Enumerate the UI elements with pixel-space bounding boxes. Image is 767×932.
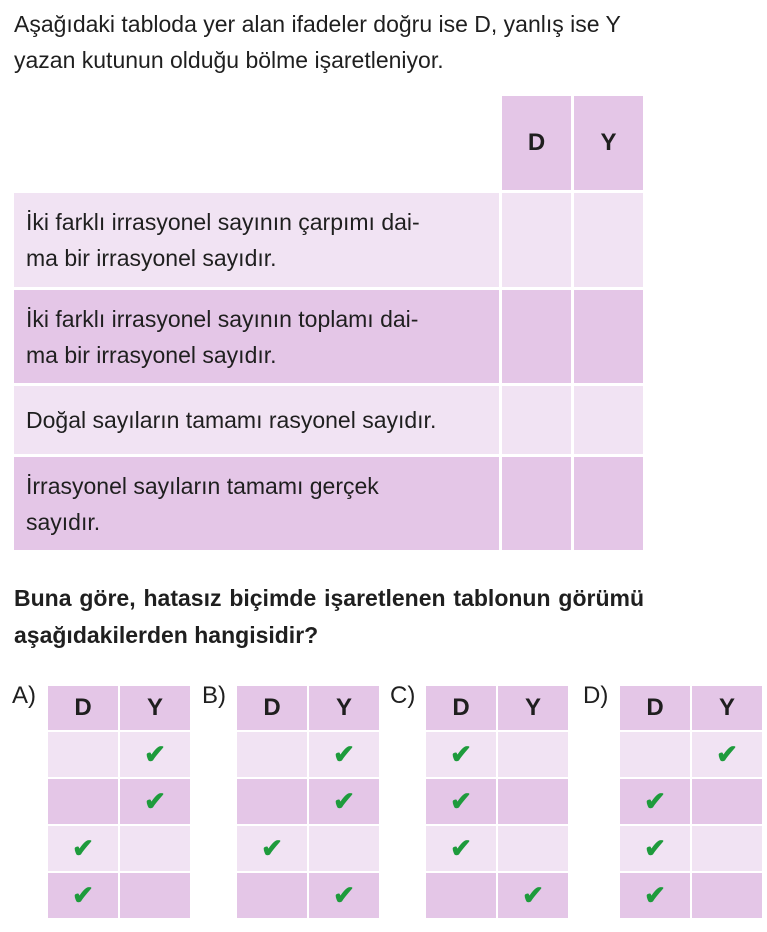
option-d-table[interactable]: [618, 684, 764, 920]
option-a-cell: [48, 779, 118, 824]
check-icon: ✔: [333, 739, 355, 769]
option-b-cell: [309, 732, 379, 777]
check-icon: ✔: [450, 833, 472, 863]
check-icon: ✔: [144, 739, 166, 769]
option-a-cell: [48, 732, 118, 777]
answer-cell-d[interactable]: [502, 193, 571, 287]
answer-cell-d[interactable]: [502, 386, 571, 454]
statement-1-line-2: ma bir irrasyonel sayıdır.: [26, 245, 277, 271]
option-d-header-d: D: [620, 686, 690, 730]
table-row: [14, 290, 643, 383]
table-row: [14, 386, 643, 454]
option-a-cell: [48, 873, 118, 918]
check-icon: ✔: [333, 880, 355, 910]
check-icon: ✔: [450, 739, 472, 769]
option-c-label[interactable]: C): [390, 682, 416, 709]
header-d: D: [502, 96, 571, 190]
table-row: [14, 193, 643, 287]
option-a-cell: [48, 826, 118, 871]
option-c-cell: [498, 732, 568, 777]
option-b-cell: [237, 779, 307, 824]
statement-table: [11, 93, 646, 553]
check-icon: ✔: [261, 833, 283, 863]
option-b-cell: [237, 873, 307, 918]
check-icon: ✔: [144, 786, 166, 816]
option-d-cell: [692, 873, 762, 918]
option-b-table[interactable]: [235, 684, 381, 920]
option-c-table[interactable]: [424, 684, 570, 920]
option-c-cell: [426, 873, 496, 918]
statement-2-line-2: ma bir irrasyonel sayıdır.: [26, 341, 277, 368]
option-a-table[interactable]: [46, 684, 192, 920]
option-a-label[interactable]: A): [12, 682, 36, 709]
option-a-cell: [120, 873, 190, 918]
check-icon: ✔: [72, 880, 94, 910]
option-b-cell: [237, 732, 307, 777]
table-header-row: [14, 96, 643, 190]
option-c-cell: [426, 826, 496, 871]
option-c-cell: [498, 779, 568, 824]
check-icon: ✔: [72, 833, 94, 863]
option-c-header-d: D: [426, 686, 496, 730]
option-d-cell: [620, 873, 690, 918]
check-icon: ✔: [716, 739, 738, 769]
option-c-header-y: Y: [498, 686, 568, 730]
check-icon: ✔: [644, 833, 666, 863]
option-a-cell: [120, 732, 190, 777]
answer-cell-d[interactable]: [502, 457, 571, 550]
statement-2: [14, 290, 499, 383]
option-b-cell: [309, 873, 379, 918]
option-d-cell: [692, 826, 762, 871]
option-b-cell: [309, 826, 379, 871]
option-d-cell: [692, 779, 762, 824]
question-text: Buna göre, hatasız biçimde işaretlenen tablonun görümü aşağıdakilerden hangisidir?: [14, 585, 644, 648]
option-c-cell: [498, 826, 568, 871]
check-icon: ✔: [644, 786, 666, 816]
statement-1-line-1: İki farklı irrasyonel sayının çarpımı dai-: [26, 209, 420, 235]
option-b-cell: [237, 826, 307, 871]
option-c-cell: [426, 779, 496, 824]
option-b-cell: [309, 779, 379, 824]
option-d-label[interactable]: D): [583, 682, 609, 709]
option-d-cell: [692, 732, 762, 777]
answer-cell-y[interactable]: [574, 193, 643, 287]
option-d-cell: [620, 779, 690, 824]
header-blank-cell: [14, 96, 499, 190]
option-b-header-d: D: [237, 686, 307, 730]
answer-cell-d[interactable]: [502, 290, 571, 383]
intro-text: Aşağıdaki tabloda yer alan ifadeler doğru ise D, yanlış ise Y yazan kutunun olduğu bölme işaretleniyor.: [14, 11, 621, 73]
check-icon: ✔: [333, 786, 355, 816]
option-c-cell: [426, 732, 496, 777]
header-y: Y: [574, 96, 643, 190]
answer-cell-y[interactable]: [574, 290, 643, 383]
check-icon: ✔: [522, 880, 544, 910]
option-a-cell: [120, 779, 190, 824]
statement-4-line-2: sayıdır.: [26, 508, 101, 535]
option-d-cell: [620, 826, 690, 871]
answer-cell-y[interactable]: [574, 457, 643, 550]
option-a-header-d: D: [48, 686, 118, 730]
statement-3: [14, 386, 499, 454]
statement-2-line-1: İki farklı irrasyonel sayının toplamı dai-: [26, 305, 419, 332]
statement-4: [14, 457, 499, 550]
answer-cell-y[interactable]: [574, 386, 643, 454]
table-row: [14, 457, 643, 550]
statement-1: [14, 193, 499, 287]
check-icon: ✔: [450, 786, 472, 816]
option-c-cell: [498, 873, 568, 918]
option-b-header-y: Y: [309, 686, 379, 730]
option-a-header-y: Y: [120, 686, 190, 730]
statement-4-line-1: İrrasyonel sayıların tamamı gerçek: [26, 472, 379, 499]
option-a-cell: [120, 826, 190, 871]
option-d-header-y: Y: [692, 686, 762, 730]
check-icon: ✔: [644, 880, 666, 910]
option-b-label[interactable]: B): [202, 682, 226, 709]
option-d-cell: [620, 732, 690, 777]
statement-3-line-1: Doğal sayıların tamamı rasyonel sayıdır.: [26, 407, 437, 433]
